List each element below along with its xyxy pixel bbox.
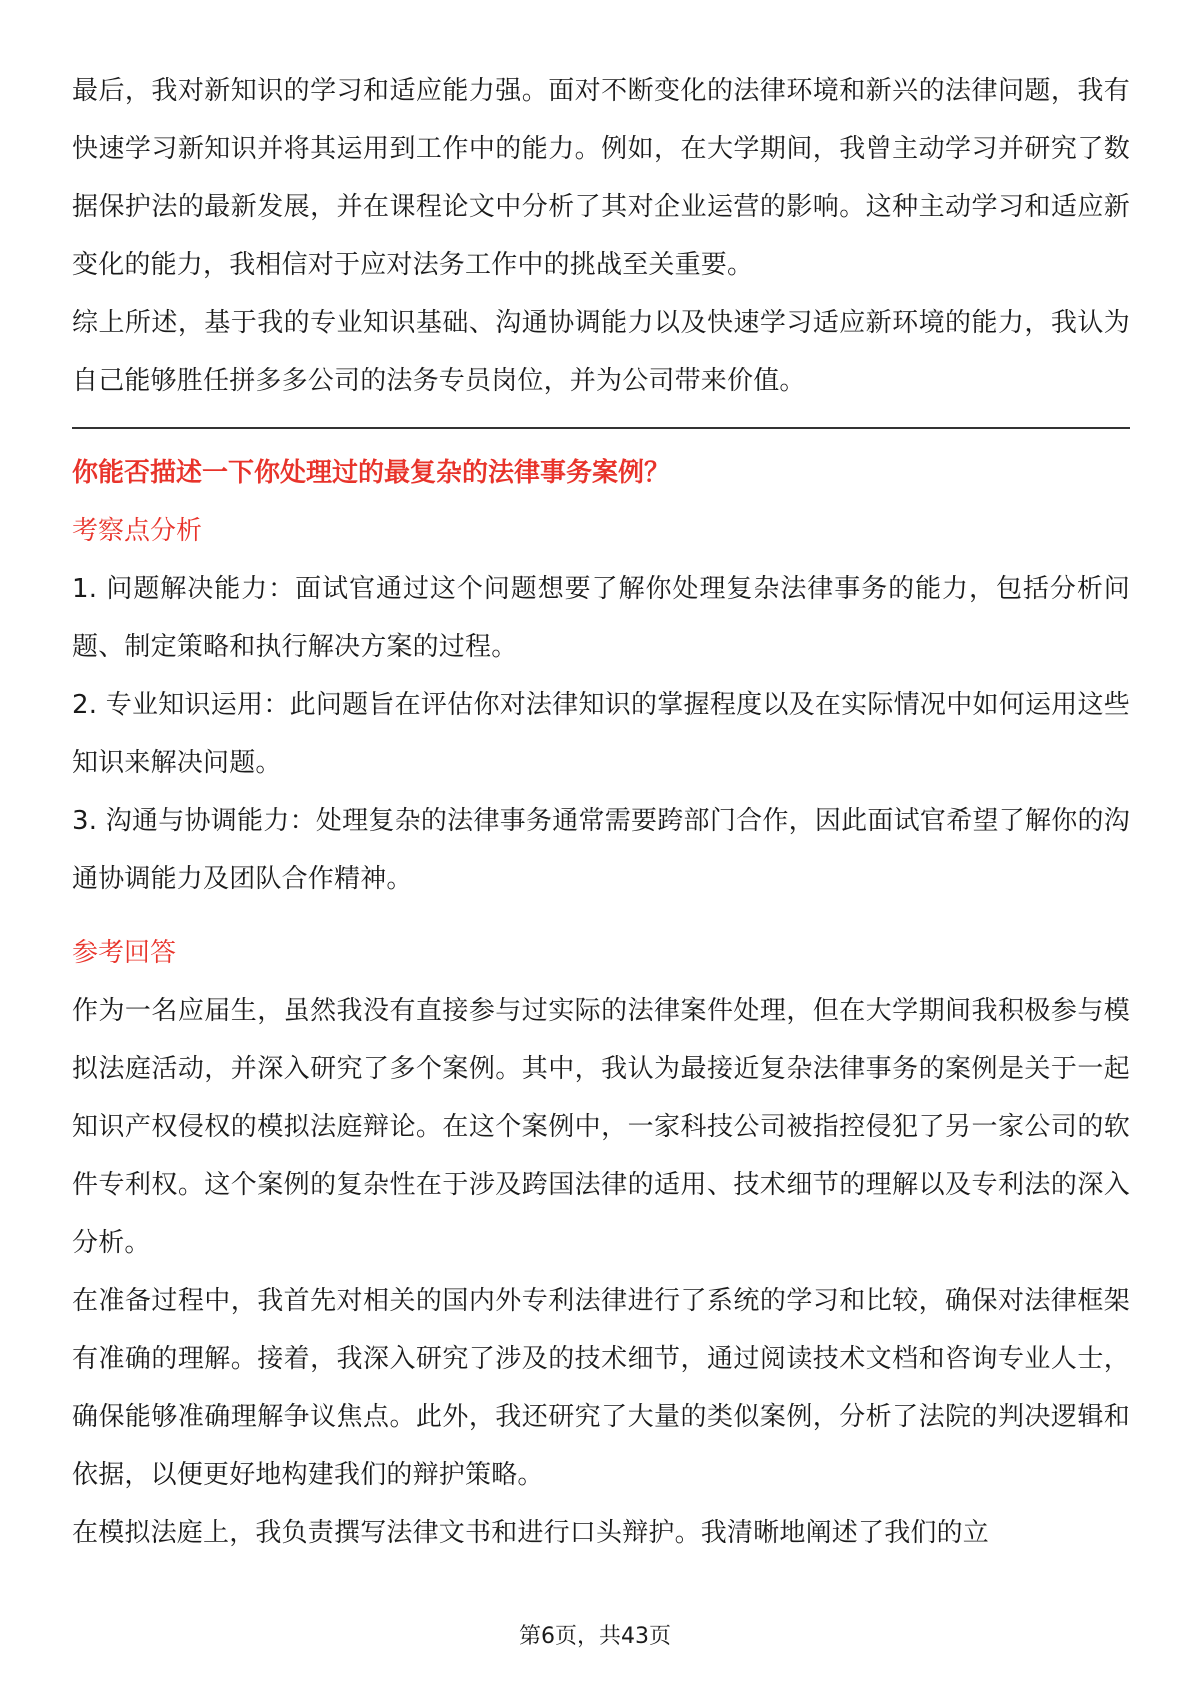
document-page: [72, 62, 1130, 1562]
answer-heading: 参考回答: [72, 938, 177, 968]
analysis-item: 3. 沟通与协调能力：处理复杂的法律事务通常需要跨部门合作，因此面试官希望了解你的沟通协调能力及团队合作精神。: [72, 806, 1130, 894]
analysis-item: 2. 专业知识运用：此问题旨在评估你对法律知识的掌握程度以及在实际情况中如何运用这些知识来解决问题。: [72, 690, 1130, 778]
section-divider: [72, 427, 1130, 429]
analysis-heading: 考察点分析: [72, 516, 203, 546]
answer-paragraph: 在模拟法庭上，我负责撰写法律文书和进行口头辩护。我清晰地阐述了我们的立: [72, 1518, 990, 1548]
question-heading: 你能否描述一下你处理过的最复杂的法律事务案例？: [72, 458, 671, 488]
page-number-footer: 第6页，共43页: [519, 1624, 671, 1649]
body-paragraph: 综上所述，基于我的专业知识基础、沟通协调能力以及快速学习适应新环境的能力，我认为自己能够胜任拼多多公司的法务专员岗位，并为公司带来价值。: [72, 308, 1130, 396]
body-paragraph: 最后，我对新知识的学习和适应能力强。面对不断变化的法律环境和新兴的法律问题，我有快速学习新知识并将其运用到工作中的能力。例如，在大学期间，我曾主动学习并研究了数据保护法的最新发展，并在课程论文中分析了其对企业运营的影响。这种主动学习和适应新变化的能力，我相信对于应对法务工作中的挑战至关重要。: [72, 76, 1130, 280]
answer-paragraph: 作为一名应届生，虽然我没有直接参与过实际的法律案件处理，但在大学期间我积极参与模拟法庭活动，并深入研究了多个案例。其中，我认为最接近复杂法律事务的案例是关于一起知识产权侵权的模拟法庭辩论。在这个案例中，一家科技公司被指控侵犯了另一家公司的软件专利权。这个案例的复杂性在于涉及跨国法律的适用、技术细节的理解以及专利法的深入分析。: [72, 996, 1130, 1258]
spacer: [72, 908, 1130, 924]
analysis-item: 1. 问题解决能力：面试官通过这个问题想要了解你处理复杂法律事务的能力，包括分析问题、制定策略和执行解决方案的过程。: [72, 574, 1130, 662]
answer-paragraph: 在准备过程中，我首先对相关的国内外专利法律进行了系统的学习和比较，确保对法律框架有准确的理解。接着，我深入研究了涉及的技术细节，通过阅读技术文档和咨询专业人士，确保能够准确理解争议焦点。此外，我还研究了大量的类似案例，分析了法院的判决逻辑和依据，以便更好地构建我们的辩护策略。: [72, 1286, 1130, 1490]
